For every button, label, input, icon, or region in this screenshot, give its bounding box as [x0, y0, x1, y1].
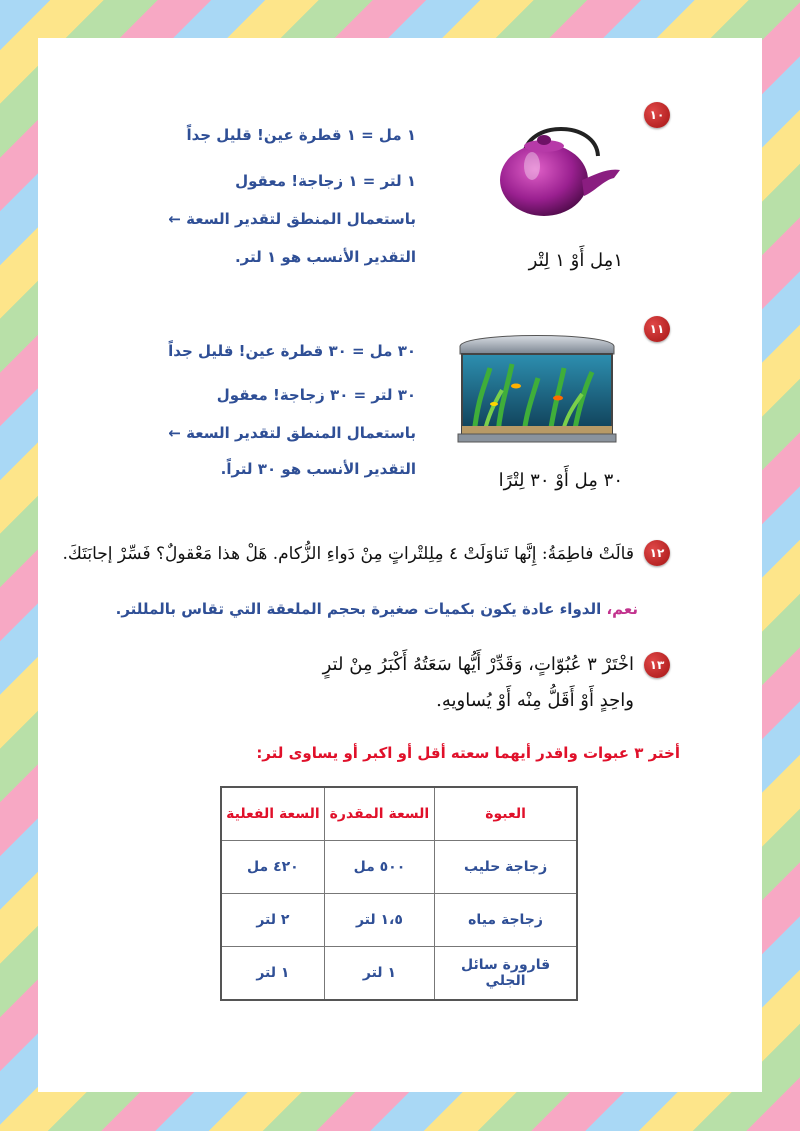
- arrow-left-icon: ←: [168, 424, 181, 442]
- question-12-text: قالَتْ فاطِمَةُ: إِنَّها تَناوَلَتْ ٤ مِلِلتْراتٍ مِنْ دَواءِ الزُّكام. هَلْ هذا مَعْقولٌ؟ فَسِّرْ إجابَتَكَ.: [62, 544, 634, 564]
- table-row: [221, 947, 577, 1001]
- q11-answer-line-3: [168, 424, 416, 442]
- table-header-cell: السعة المقدرة: [324, 787, 434, 841]
- q10-answer-line-3: [168, 210, 416, 228]
- table-cell: زجاجة حليب: [435, 841, 577, 894]
- table-row: [221, 894, 577, 947]
- table-cell: قارورة سائل الجلي: [435, 947, 577, 1001]
- answer-explanation: الدواء عادة يكون بكميات صغيرة بحجم الملعقة التي تقاس بالمللتر.: [115, 600, 607, 618]
- table-cell: ٤٢٠ مل: [221, 841, 324, 894]
- question-13-badge: ١٣: [644, 652, 670, 678]
- arrow-left-icon: ←: [168, 210, 181, 228]
- aquarium-image: [454, 328, 620, 444]
- question-10-choice: ١مِل أَوْ ١ لِتْر: [528, 250, 623, 271]
- table-cell: ١ لتر: [221, 947, 324, 1001]
- table-header-cell: السعة الفعلية: [221, 787, 324, 841]
- teapot-image: [496, 100, 626, 230]
- table-cell: ١ لتر: [324, 947, 434, 1001]
- q10-answer-line-3-text: باستعمال المنطق لتقدير السعة: [186, 210, 416, 228]
- q10-answer-line-2: ١ لتر = ١ زجاجة! معقول: [235, 172, 416, 190]
- q11-answer-line-2: ٣٠ لتر = ٣٠ زجاجة! معقول: [216, 386, 416, 404]
- worksheet-page: [38, 38, 762, 1092]
- table-cell: زجاجة مياه: [435, 894, 577, 947]
- answer-yes: نعم،: [606, 600, 638, 618]
- table-header-row: [221, 787, 577, 841]
- question-12-badge: ١٢: [644, 540, 670, 566]
- table-cell: ٥٠٠ مل: [324, 841, 434, 894]
- question-13-instruction: أختر ٣ عبوات واقدر أيهما سعته أقل أو اكبر أو يساوى لتر:: [256, 744, 680, 762]
- table-row: [221, 841, 577, 894]
- question-13-line-2: واحِدٍ أَوْ أَقَلُّ مِنْه أَوْ يُساويهِ.: [436, 690, 634, 711]
- question-11-badge: ١١: [644, 316, 670, 342]
- question-12-answer: [116, 600, 638, 618]
- q11-answer-line-4: التقدير الأنسب هو ٣٠ لتراً.: [220, 460, 416, 478]
- containers-table: [220, 786, 578, 1001]
- table-cell: ٢ لتر: [221, 894, 324, 947]
- q11-answer-line-1: ٣٠ مل = ٣٠ قطرة عين! قليل جداً: [168, 342, 416, 360]
- question-13-line-1: اخْتَرْ ٣ عُبُوّاتٍ، وَقَدِّرْ أَيُّها سَعَتُهُ أَكْبَرُ مِنْ لترٍ: [322, 654, 634, 675]
- question-11-choice: ٣٠ مِل أَوْ ٣٠ لِتْرًا: [498, 470, 623, 491]
- q11-answer-line-3-text: باستعمال المنطق لتقدير السعة: [186, 424, 416, 442]
- q10-answer-line-4: التقدير الأنسب هو ١ لتر.: [234, 248, 416, 266]
- q10-answer-line-1: ١ مل = ١ قطرة عين! قليل جداً: [186, 126, 416, 144]
- question-10-badge: ١٠: [644, 102, 670, 128]
- table-cell: ١،٥ لتر: [324, 894, 434, 947]
- table-header-cell: العبوة: [435, 787, 577, 841]
